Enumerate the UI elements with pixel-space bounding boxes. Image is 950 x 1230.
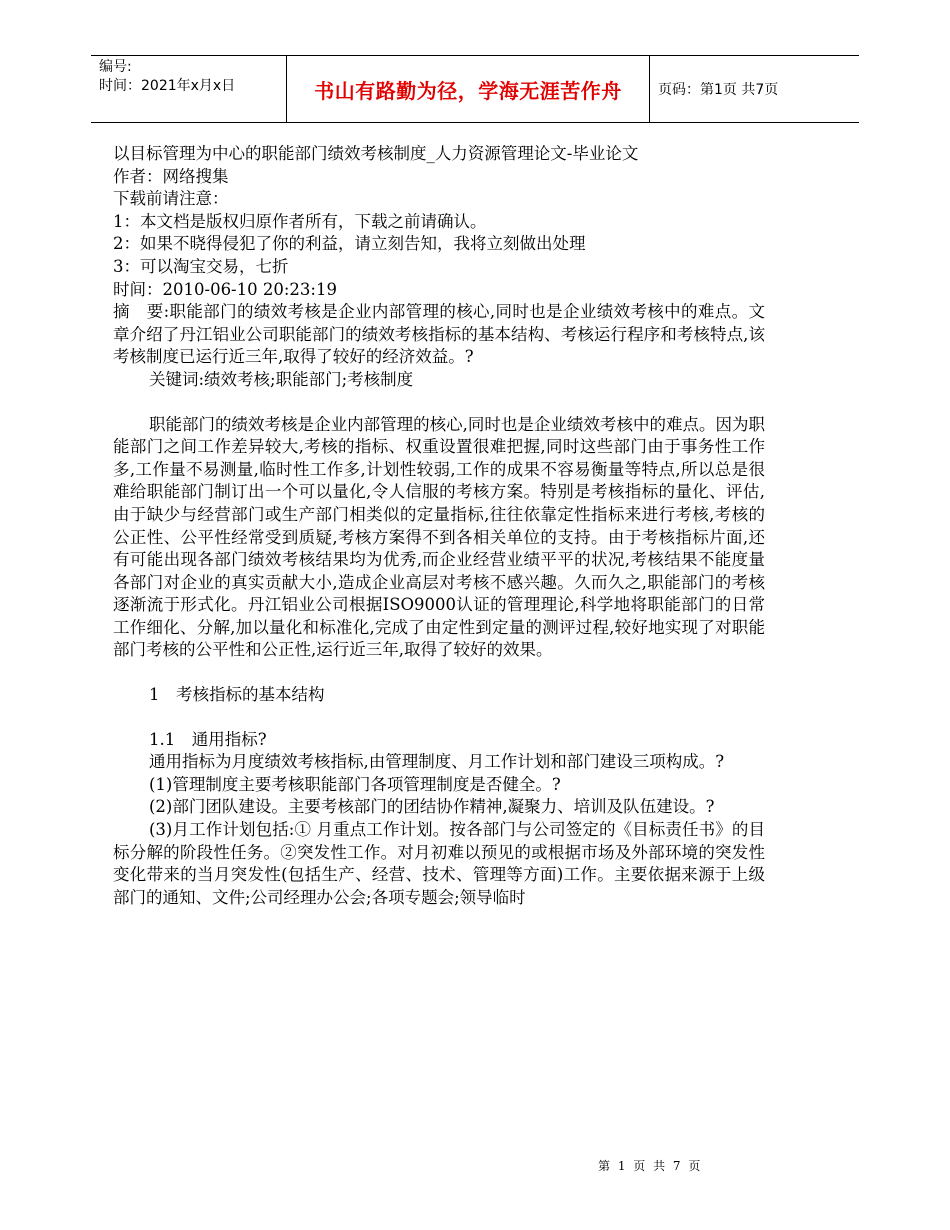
paragraph-general-indicators: 通用指标为月度绩效考核指标,由管理制度、月工作计划和部门建设三项构成。? bbox=[149, 752, 725, 772]
section-heading-1-1: 1.1 通用指标? bbox=[149, 729, 267, 749]
header-meta bbox=[91, 56, 287, 122]
notice-item-3: 3：可以淘宝交易，七折 bbox=[113, 256, 289, 276]
section-heading-1: 1 考核指标的基本结构 bbox=[149, 685, 325, 705]
page-header bbox=[91, 55, 859, 123]
header-page-label: 页码：第1页 共7页 bbox=[658, 82, 779, 98]
abstract-paragraph: 摘 要:职能部门的绩效考核是企业内部管理的核心,同时也是企业绩效考核中的难点。文章介绍了丹江铝业公司职能部门的绩效考核指标的基本结构、考核运行程序和考核特点,该考核制度已运行近三年,取得了较好的经济效益。? bbox=[113, 302, 765, 367]
header-motto: 书山有路勤为径，学海无涯苦作舟 bbox=[287, 56, 650, 122]
document-title: 以目标管理为中心的职能部门绩效考核制度_人力资源管理论文-毕业论文 bbox=[113, 144, 639, 163]
page-footer: 第 1 页 共 7 页 bbox=[598, 1159, 703, 1173]
notice-heading: 下载前请注意： bbox=[113, 189, 229, 209]
paragraph-monthly-plan: (3)月工作计划包括:① 月重点工作计划。按各部门与公司签定的《目标责任书》的目标分解的阶段性任务。②突发性工作。对月初难以预见的或根据市场及外部环境的突发性变化带来的当月突发性(包括生产、经营、技术、管理等方面)工作。主要依据来源于上级部门的通知、文件;公司经理办公会;各项专题会;领导临时 bbox=[113, 820, 765, 907]
header-number-label: 编号: bbox=[99, 59, 132, 75]
header-time-label: 时间：2021年x月x日 bbox=[99, 78, 236, 94]
notice-item-1: 1：本文档是版权归原作者所有，下载之前请确认。 bbox=[113, 211, 487, 231]
paragraph-team-building: (2)部门团队建设。主要考核部门的团结协作精神,凝聚力、培训及队伍建设。? bbox=[149, 797, 715, 817]
document-body bbox=[113, 143, 765, 909]
document-time: 时间：2010-06-10 20:23:19 bbox=[113, 279, 337, 299]
paragraph-management-rules: (1)管理制度主要考核职能部门各项管理制度是否健全。? bbox=[149, 774, 561, 794]
keywords-line: 关键词:绩效考核;职能部门;考核制度 bbox=[149, 369, 414, 389]
notice-item-2: 2：如果不晓得侵犯了你的利益，请立刻告知，我将立刻做出处理 bbox=[113, 234, 586, 254]
document-author: 作者：网络搜集 bbox=[113, 166, 229, 186]
intro-paragraph: 职能部门的绩效考核是企业内部管理的核心,同时也是企业绩效考核中的难点。因为职能部门之间工作差异较大,考核的指标、权重设置很难把握,同时这些部门由于事务性工作多,工作量不易测量,临时性工作多,计划性较弱,工作的成果不容易衡量等特点,所以总是很难给职能部门制订出一个可以量化,令人信服的考核方案。特别是考核指标的量化、评估,由于缺少与经营部门或生产部门相类似的定量指标,往往依靠定性指标来进行考核,考核的公正性、公平性经常受到质疑,考核方案得不到各相关单位的支持。由于考核指标片面,还有可能出现各部门绩效考核结果均为优秀,而企业经营业绩平平的状况,考核结果不能度量各部门对企业的真实贡献大小,造成企业高层对考核不感兴趣。久而久之,职能部门的考核逐渐流于形式化。丹江铝业公司根据ISO9000认证的管理理论,科学地将职能部门的日常工作细化、分解,加以量化和标准化,完成了由定性到定量的测评过程,较好地实现了对职能部门考核的公平性和公正性,运行近三年,取得了较好的效果。 bbox=[113, 414, 765, 660]
